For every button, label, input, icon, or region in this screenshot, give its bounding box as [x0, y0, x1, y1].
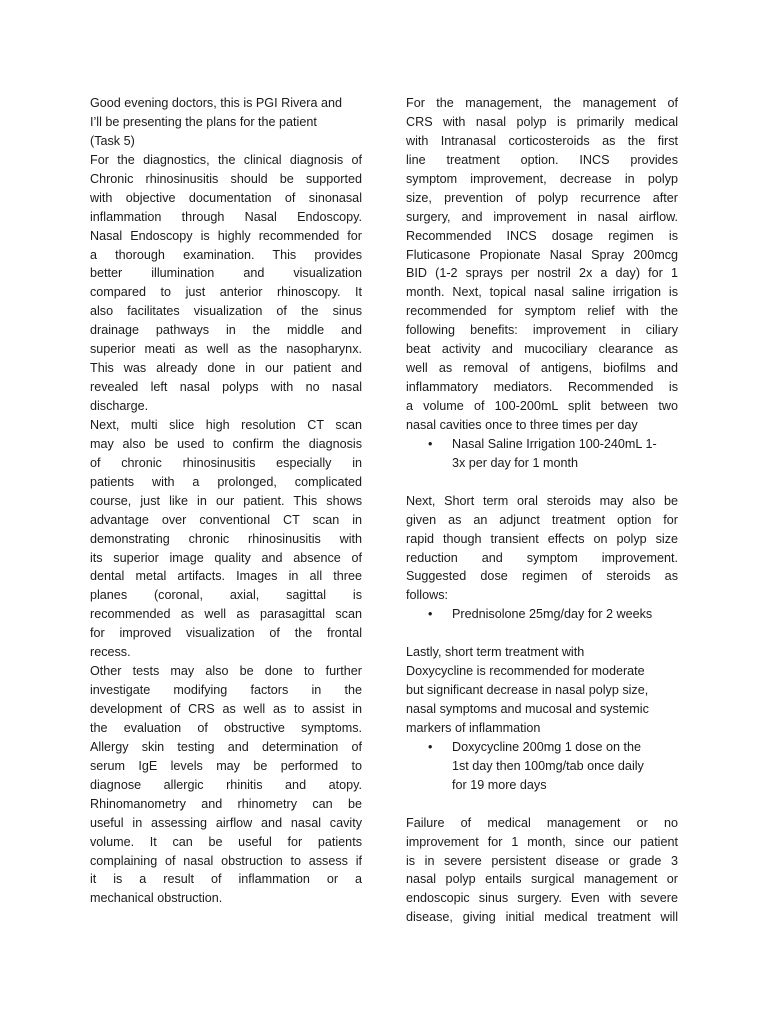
text-line: may also be used to confirm the diagnosis	[90, 436, 362, 451]
text-line: Next, Short term oral steroids may also be	[406, 493, 678, 508]
text-line: nasal symptoms and mucosal and systemic	[406, 702, 649, 716]
text-line: diagnose allergic rhinitis and atopy.	[90, 777, 362, 792]
right-column	[406, 94, 678, 927]
bullet-item	[406, 435, 678, 473]
text-line: inflammation through Nasal Endoscopy.	[90, 209, 362, 224]
text-line: it is a result of inflammation or a	[90, 872, 362, 887]
bullet-icon: •	[428, 436, 433, 451]
text-line: but significant decrease in nasal polyp size,	[406, 683, 649, 698]
text-line: size, prevention of polyp recurrence after	[406, 190, 678, 205]
text-line: advantage over conventional CT scan in	[90, 512, 362, 527]
text-line: rapid though transient effects on polyp size	[406, 531, 678, 546]
text-line	[406, 605, 678, 624]
paragraph	[406, 492, 678, 606]
text-line: Recommended INCS dosage regimen is	[406, 228, 678, 243]
text-line: compared to just anterior rhinoscopy. It	[90, 285, 362, 300]
text-line: (Task 5)	[90, 133, 135, 148]
text-line	[406, 757, 678, 776]
text-line: beat activity and mucociliary clearance as	[406, 342, 678, 357]
text-line: is in severe persistent disease or grade 3	[406, 853, 678, 868]
text-line: dental metal artifacts. Images in all three	[90, 569, 362, 584]
paragraph	[406, 643, 678, 738]
text-line: given as an adjunct treatment option for	[406, 512, 678, 527]
text-line: a thorough examination. This provides	[90, 247, 362, 262]
text-line: of chronic rhinosinusitis especially in	[90, 455, 362, 470]
text-line: Allergy skin testing and determination of	[90, 739, 362, 754]
text-line: useful in assessing airflow and nasal cavity	[90, 815, 362, 830]
text-line: a volume of 100-200mL split between two	[406, 399, 678, 413]
text-line	[406, 454, 678, 473]
text-line: For the diagnostics, the clinical diagnosis of	[90, 152, 362, 167]
paragraph	[406, 94, 678, 435]
text-line: Nasal Endoscopy is highly recommended for	[90, 228, 362, 243]
text-line: drainage pathways in the middle and	[90, 323, 362, 338]
text-line: Rhinomanometry and rhinometry can be	[90, 796, 362, 811]
text-line: Doxycycline is recommended for moderate	[406, 664, 645, 679]
text-line: volume. It can be useful for patients	[90, 834, 362, 849]
text-line: revealed left nasal polyps with no nasal	[90, 380, 362, 395]
bullet-text: Nasal Saline Irrigation 100-240mL 1-	[452, 436, 657, 451]
text-line: discharge.	[90, 399, 149, 413]
bullet-icon: •	[428, 607, 433, 622]
text-line: line treatment option. INCS provides	[406, 152, 678, 167]
text-line: also facilitates visualization of the sinus	[90, 304, 362, 319]
paragraph	[90, 94, 362, 151]
text-line: for improved visualization of the frontal	[90, 626, 362, 641]
text-line: markers of inflammation	[406, 720, 541, 735]
text-line: Next, multi slice high resolution CT scan	[90, 417, 362, 432]
text-line: This was already done in our patient and	[90, 361, 362, 376]
paragraph	[90, 151, 362, 416]
text-line: complaining of nasal obstruction to assess if	[90, 853, 362, 868]
text-line: follows:	[406, 588, 448, 603]
bullet-text: 1st day then 100mg/tab once daily	[452, 758, 644, 773]
text-line: with Intranasal corticosteroids as the first	[406, 133, 678, 148]
text-line	[406, 435, 678, 454]
text-line: course, just like in our patient. This shows	[90, 493, 362, 508]
text-line: the evaluation of obstructive symptoms.	[90, 720, 362, 735]
text-line: nasal cavities once to three times per day	[406, 417, 638, 432]
text-line: planes (coronal, axial, sagittal is	[90, 588, 362, 603]
bullet-item	[406, 605, 678, 624]
text-line: Other tests may also be done to further	[90, 664, 362, 679]
text-line: symptom improvement, decrease in polyp	[406, 171, 678, 186]
text-line: month. Next, topical nasal saline irrigation is	[406, 285, 678, 300]
text-line: development of CRS as well as to assist in	[90, 702, 362, 716]
bullet-text: Doxycycline 200mg 1 dose on the	[452, 739, 642, 754]
text-line: I’ll be presenting the plans for the patient	[90, 114, 317, 129]
paragraph	[90, 662, 362, 908]
paragraph	[90, 416, 362, 662]
text-line: nasal polyp entails surgical management or	[406, 872, 678, 887]
bullet-item	[406, 738, 678, 795]
text-line: BID (1-2 sprays per nostril 2x a day) for 1	[406, 266, 678, 281]
text-line: CRS with nasal polyp is primarily medical	[406, 114, 678, 129]
text-line: Failure of medical management or no	[406, 815, 678, 830]
text-line: better illumination and visualization	[90, 266, 362, 281]
text-line: Good evening doctors, this is PGI Rivera and	[90, 96, 343, 110]
bullet-icon: •	[428, 739, 433, 754]
bullet-text: for 19 more days	[452, 777, 547, 792]
text-line: disease, giving initial medical treatment will	[406, 910, 678, 925]
text-line: recess.	[90, 645, 131, 660]
text-line: superior meati as well as the nasopharynx.	[90, 342, 362, 357]
text-line	[406, 776, 678, 795]
text-line: Suggested dose regimen of steroids as	[406, 569, 678, 584]
text-line: following benefits: improvement in ciliary	[406, 323, 678, 338]
blank-line	[406, 624, 678, 643]
text-line: endoscopic sinus surgery. Even with severe	[406, 891, 678, 906]
text-line: reduction and symptom improvement.	[406, 550, 678, 565]
blank-line	[406, 795, 678, 814]
text-line: Lastly, short term treatment with	[406, 645, 585, 660]
left-column	[90, 94, 362, 908]
text-line: recommended as well as parasagittal scan	[90, 607, 362, 622]
text-line: Fluticasone Propionate Nasal Spray 200mcg	[406, 247, 678, 262]
text-line: investigate modifying factors in the	[90, 683, 362, 698]
bullet-text: 3x per day for 1 month	[452, 455, 579, 470]
text-line: mechanical obstruction.	[90, 891, 223, 906]
text-line: Chronic rhinosinusitis should be supported	[90, 171, 362, 186]
text-line: recommended for symptom relief with the	[406, 304, 678, 319]
text-line: For the management, the management of	[406, 96, 678, 110]
text-line	[406, 738, 678, 757]
paragraph	[406, 814, 678, 928]
text-line: inflammatory mediators. Recommended is	[406, 380, 678, 395]
bullet-text: Prednisolone 25mg/day for 2 weeks	[452, 607, 653, 622]
text-line: improvement for 1 month, since our patient	[406, 834, 678, 849]
text-line: patients with a prolonged, complicated	[90, 474, 362, 489]
text-line: with objective documentation of sinonasal	[90, 190, 362, 205]
text-line: surgery, and improvement in nasal airflow.	[406, 209, 678, 224]
text-line: demonstrating chronic rhinosinusitis with	[90, 531, 362, 546]
blank-line	[406, 473, 678, 492]
text-line: serum IgE levels may be performed to	[90, 758, 362, 773]
text-line: its superior image quality and absence of	[90, 550, 362, 565]
text-line: well as removal of antigens, biofilms and	[406, 361, 678, 376]
